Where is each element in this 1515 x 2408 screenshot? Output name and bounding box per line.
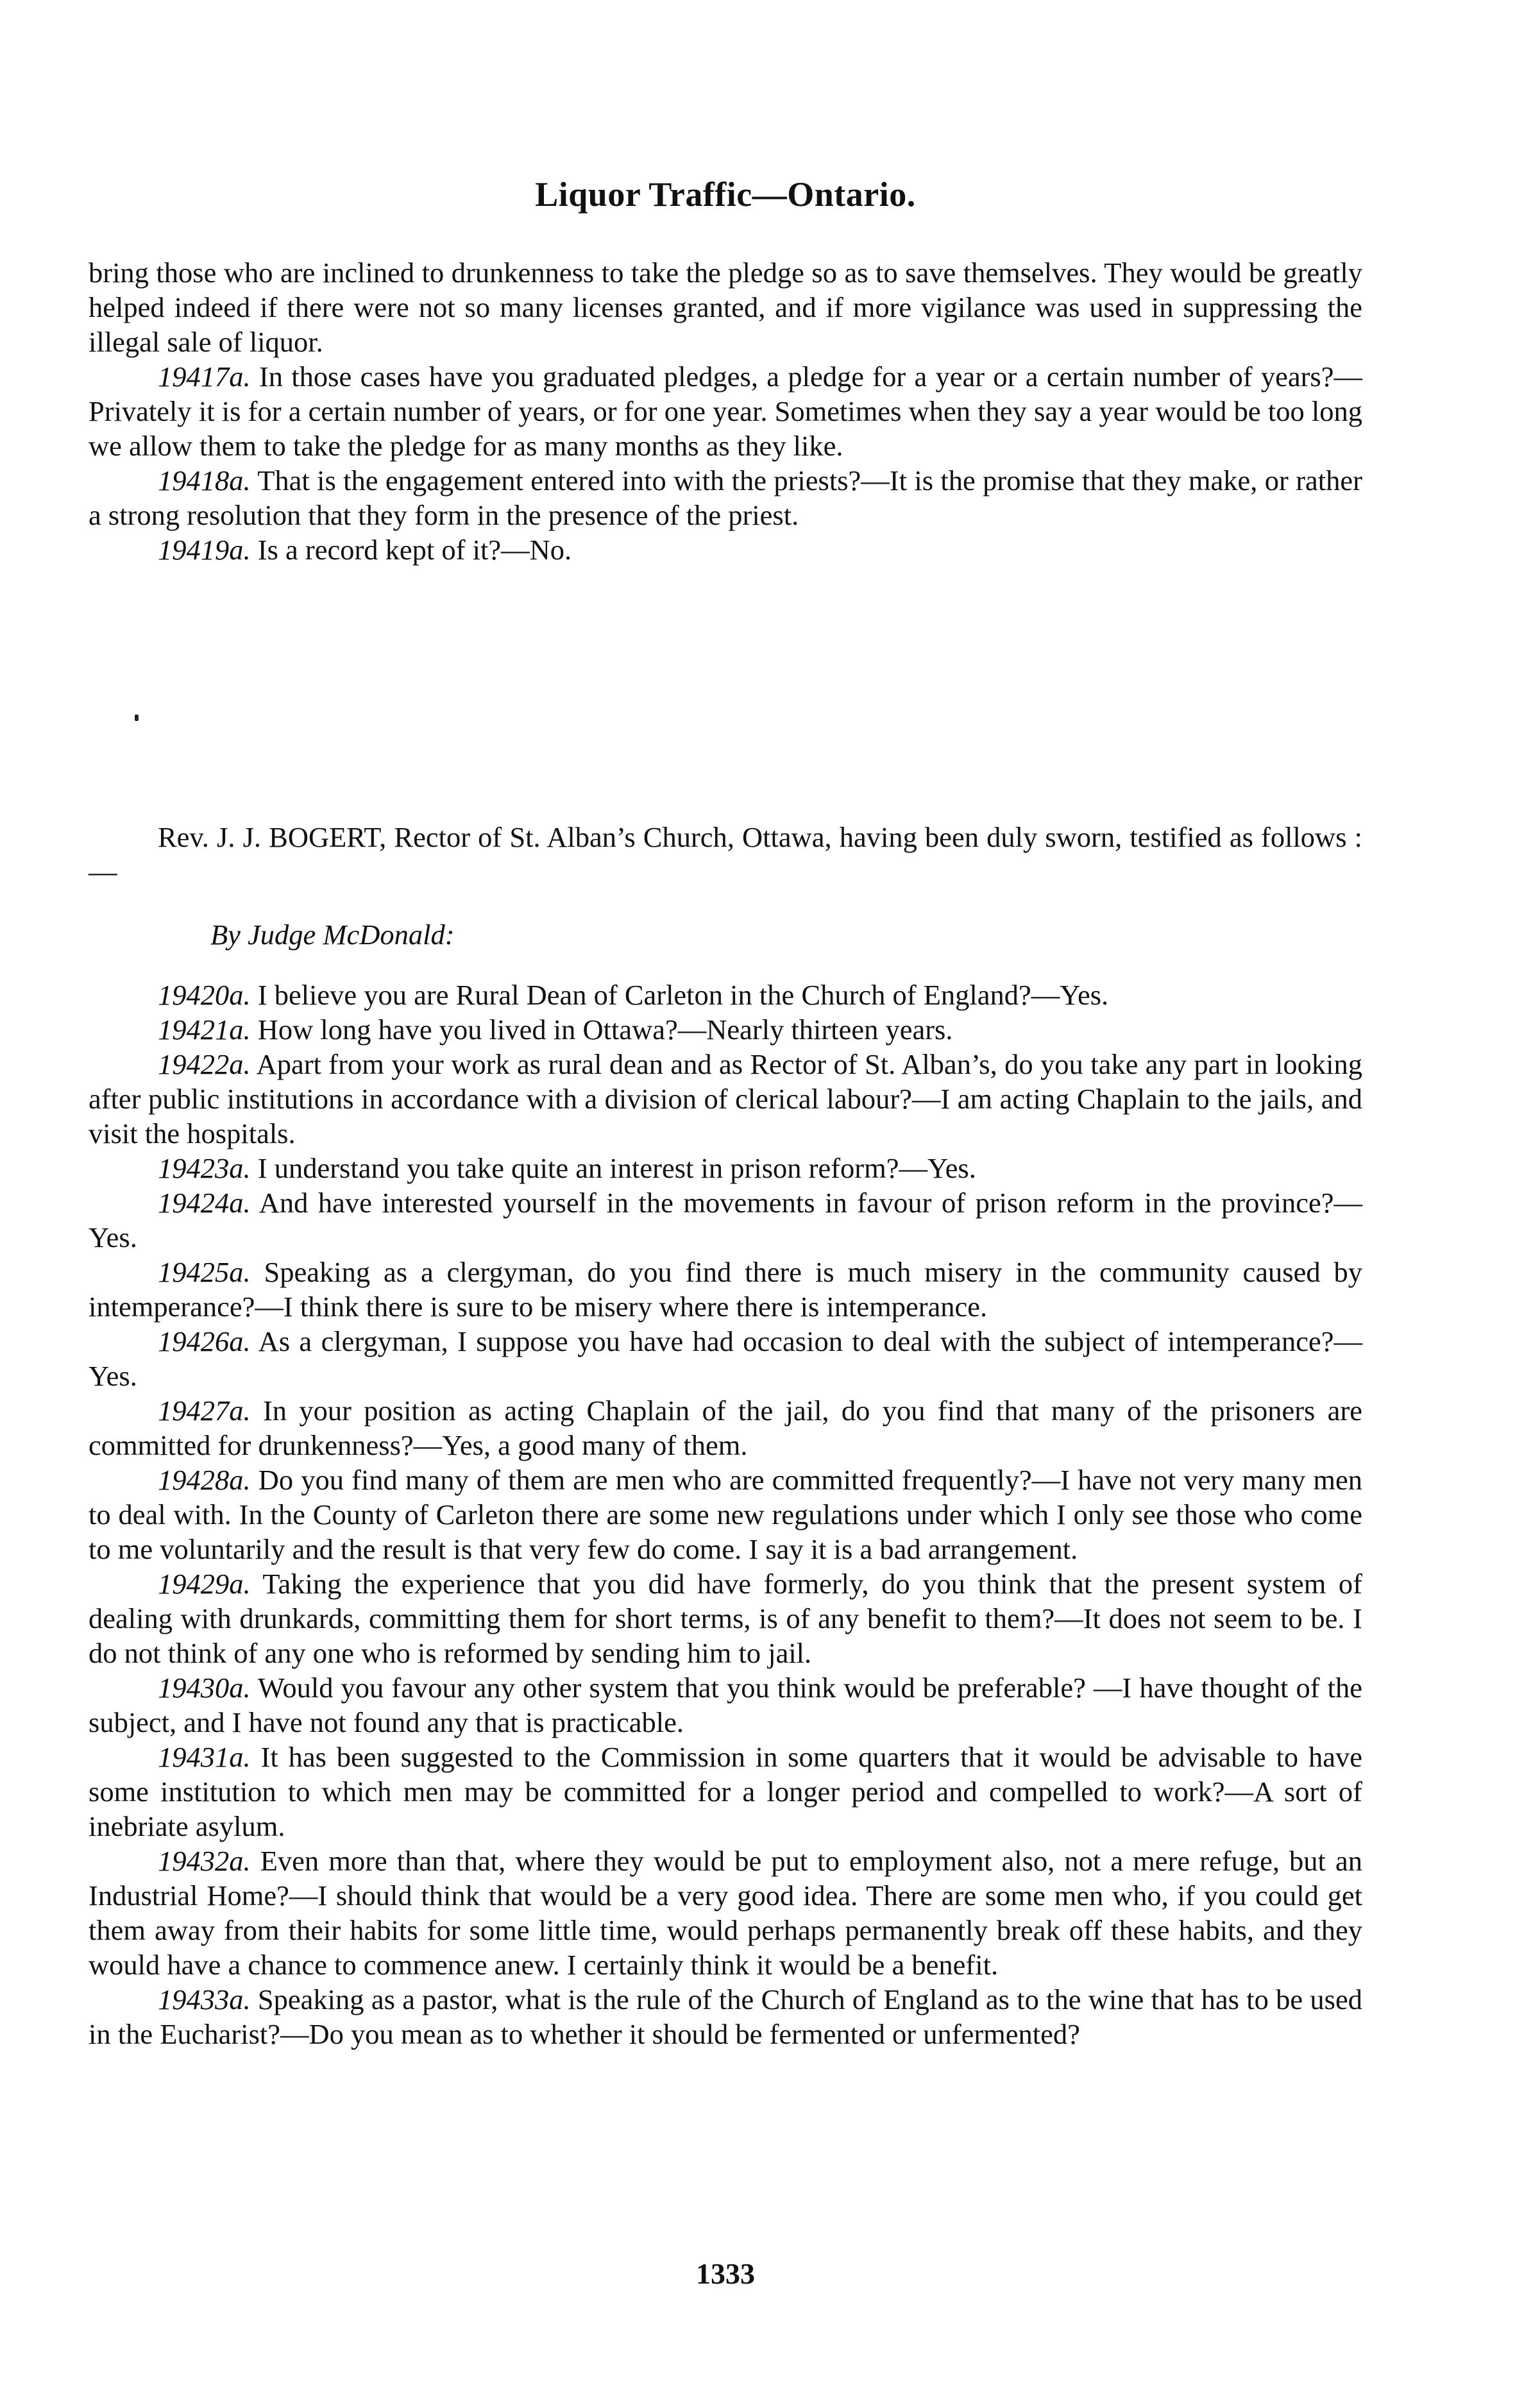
question-text: In those cases have you graduated pledges, a pledge for a year or a certain number of years?—Privately it is for a certain number of years, or for one year. Sometimes when they say a year would be too long we allow them to take the pledge for as many months as they like. (89, 360, 1362, 462)
witness-section (89, 820, 1362, 2051)
question-number: 19418a. (158, 464, 251, 496)
question-number: 19422a. (158, 1048, 251, 1080)
question-number: 19421a. (158, 1013, 251, 1046)
question-paragraph (89, 463, 1362, 532)
question-text: As a clergyman, I suppose you have had occasion to deal with the subject of intemperance?—Yes. (89, 1325, 1362, 1392)
question-text: Even more than that, where they would be put to employment also, not a mere refuge, but an Industrial Home?—I should think that would be a very good idea. There are some men who, if you could get them away from their habits for some little time, would perhaps permanently break off these habits, and they would have a chance to commence anew. I certainly think it would be a benefit. (89, 1845, 1362, 1981)
question-paragraph (89, 1670, 1362, 1740)
question-number: 19425a. (158, 1256, 251, 1288)
question-text: Speaking as a pastor, what is the rule of the Church of England as to the wine that has to be used in the Eucharist?—Do you mean as to whether it should be fermented or unfermented? (89, 1983, 1362, 2050)
question-text: Speaking as a clergyman, do you find there is much misery in the community caused by intemperance?—I think there is sure to be misery where there is intemperance. (89, 1256, 1362, 1323)
question-number: 19420a. (158, 979, 251, 1011)
question-number: 19423a. (158, 1152, 251, 1184)
running-head: Liquor Traffic—Ontario. (535, 175, 916, 214)
question-number: 19424a. (158, 1187, 251, 1219)
question-text: It has been suggested to the Commission in some quarters that it would be advisable to have some institution to which men may be committed for a longer period and compelled to work?—A sort of inebriate asylum. (89, 1741, 1362, 1842)
question-list (89, 978, 1362, 2051)
document-page (89, 0, 1362, 2408)
question-text: Do you find many of them are men who are committed frequently?—I have not very many men to deal with. In the County of Carleton there are some new regulations under which I only see those who come to me voluntarily and the result is that very few do come. I say it is a bad arrangement. (89, 1464, 1362, 1565)
question-text: And have interested yourself in the movements in favour of prison reform in the province?—Yes. (89, 1187, 1362, 1253)
question-number: 19429a. (158, 1568, 251, 1600)
question-text: That is the engagement entered into with the priests?—It is the promise that they make, or rather a strong resolution that they form in the presence of the priest. (89, 464, 1362, 531)
continuation-paragraph: bring those who are inclined to drunkenness to take the pledge so as to save themselves. They would be greatly helped indeed if there were not so many licenses granted, and if more vigilance was used in suppressing the illegal sale of liquor. (89, 257, 1362, 358)
question-paragraph (89, 1185, 1362, 1255)
question-text: Is a record kept of it?—No. (250, 534, 572, 566)
question-paragraph (89, 1982, 1362, 2051)
question-number: 19431a. (158, 1741, 251, 1773)
question-paragraph (89, 1151, 1362, 1185)
question-paragraph (89, 1844, 1362, 1982)
question-number: 19419a. (158, 534, 251, 566)
question-number: 19433a. (158, 1983, 251, 2015)
question-paragraph (89, 1255, 1362, 1324)
question-text: I understand you take quite an interest in prison reform?—Yes. (250, 1152, 976, 1184)
examiner-heading: By Judge McDonald: (210, 919, 455, 951)
question-paragraph (89, 978, 1362, 1012)
question-number: 19417a. (158, 360, 251, 393)
question-paragraph (89, 1566, 1362, 1670)
question-text: In your position as acting Chaplain of the jail, do you find that many of the prisoners are committed for drunkenness?—Yes, a good many of them. (89, 1395, 1362, 1461)
question-text: Taking the experience that you did have formerly, do you think that the present system of dealing with drunkards, committing them for short terms, is of any benefit to them?—It does not seem to be. I do not think of any one who is reformed by sending him to jail. (89, 1568, 1362, 1669)
question-number: 19432a. (158, 1845, 251, 1877)
question-paragraph (89, 1047, 1362, 1151)
question-number: 19427a. (158, 1395, 251, 1427)
question-number: 19428a. (158, 1464, 251, 1496)
question-text: Apart from your work as rural dean and as Rector of St. Alban’s, do you take any part in looking after public institutions in accordance with a division of clerical labour?—I am acting Chaplain to the jails, and visit the hospitals. (89, 1048, 1362, 1149)
continuation-section (89, 255, 1362, 567)
question-number: 19430a. (158, 1672, 251, 1704)
question-number: 19426a. (158, 1325, 251, 1357)
witness-intro: Rev. J. J. BOGERT, Rector of St. Alban’s Church, Ottawa, having been duly sworn, testified as follows :— (89, 821, 1362, 888)
question-paragraph (89, 1012, 1362, 1047)
question-paragraph (89, 1740, 1362, 1844)
question-paragraph (89, 359, 1362, 463)
stray-ink-mark (135, 715, 139, 721)
question-text: How long have you lived in Ottawa?—Nearly thirteen years. (250, 1013, 953, 1046)
question-paragraph (89, 532, 1362, 567)
question-paragraph (89, 1393, 1362, 1463)
page-number: 1333 (696, 2257, 755, 2290)
question-paragraph (89, 1463, 1362, 1566)
question-text: Would you favour any other system that you think would be preferable? —I have thought of the subject, and I have not found any that is practicable. (89, 1672, 1362, 1738)
question-text: I believe you are Rural Dean of Carleton in the Church of England?—Yes. (250, 979, 1109, 1011)
question-paragraph (89, 1324, 1362, 1393)
